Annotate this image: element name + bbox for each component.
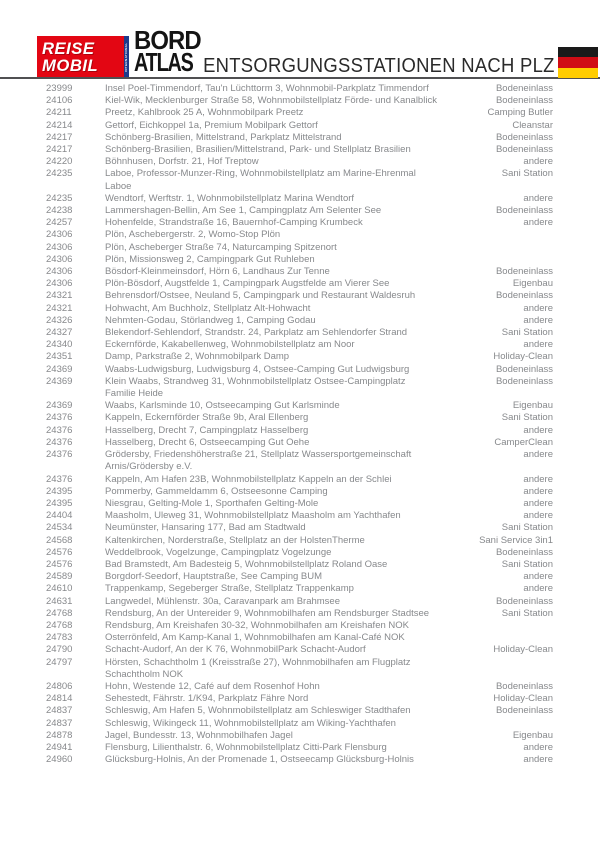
row-plz: 24837	[46, 705, 73, 717]
row-station-type: Bodeneinlass	[495, 144, 553, 156]
table-row	[0, 217, 600, 229]
bordatlas-logo-line2: ATLAS	[134, 47, 193, 77]
row-station-type: andere	[523, 510, 553, 522]
row-station-type: Sani Station	[501, 327, 553, 339]
row-plz: 24576	[46, 546, 73, 558]
row-station-type: Sani Station	[501, 522, 553, 534]
row-plz: 24790	[46, 644, 73, 656]
row-station-type: andere	[523, 302, 553, 314]
row-plz: 24306	[46, 253, 73, 265]
row-description: Hohwacht, Am Buchholz, Stellplatz Alt-Hohwacht	[105, 302, 311, 314]
row-description: Plön, Aschebergerstr. 2, Womo-Stop Plön	[105, 229, 281, 241]
table-row	[0, 425, 600, 437]
row-description: Lammershagen-Bellin, Am See 1, Campingplatz Am Selenter See	[105, 205, 382, 217]
row-description: Blekendorf-Sehlendorf, Strandstr. 24, Parkplatz am Sehlendorfer Strand	[105, 327, 408, 339]
table-row	[0, 486, 600, 498]
table-row	[0, 376, 600, 400]
row-station-type: Holiday-Clean	[493, 693, 553, 705]
row-plz: 24878	[46, 729, 73, 741]
table-row	[0, 351, 600, 363]
table-row	[0, 437, 600, 449]
row-station-type: Eigenbau	[512, 278, 553, 290]
row-station-type: Sani Station	[501, 558, 553, 570]
table-row	[0, 510, 600, 522]
row-plz: 24340	[46, 339, 73, 351]
row-description: Langwedel, Mühlenstr. 30a, Caravanpark am Brahmsee	[105, 595, 340, 607]
row-description: Schleswig, Am Hafen 5, Wohnmobilstellplatz am Schleswiger Stadthafen	[105, 705, 411, 717]
table-row	[0, 535, 600, 547]
table-row	[0, 608, 600, 620]
reisemobil-logo-line1: REISE	[42, 39, 95, 58]
table-row	[0, 693, 600, 705]
row-plz: 24257	[46, 217, 73, 229]
row-station-type: andere	[523, 314, 553, 326]
table-row	[0, 132, 600, 144]
row-plz: 24217	[46, 144, 73, 156]
row-station-type: Holiday-Clean	[493, 351, 553, 363]
row-description: Damp, Parkstraße 2, Wohnmobilpark Damp	[105, 351, 290, 363]
row-description: Weddelbrook, Vogelzunge, Campingplatz Vogelzunge	[105, 546, 332, 558]
header-divider	[0, 77, 600, 79]
table-row	[0, 144, 600, 156]
row-station-type: Eigenbau	[512, 729, 553, 741]
table-row	[0, 242, 600, 254]
row-description: Maasholm, Uleweg 31, Wohnmobilstellplatz Maasholm am Yachthafen	[105, 510, 401, 522]
row-plz: 24376	[46, 449, 73, 461]
row-station-type: Sani Station	[501, 412, 553, 424]
table-row	[0, 120, 600, 132]
row-plz: 24376	[46, 424, 73, 436]
row-description: Borgdorf-Seedorf, Hauptstraße, See Camping BUM	[105, 571, 323, 583]
row-description: Jagel, Bundesstr. 13, Wohnmobilhafen Jagel	[105, 729, 293, 741]
row-plz: 24610	[46, 583, 73, 595]
row-station-type: Sani Station	[501, 168, 553, 180]
germany-flag-icon	[558, 47, 598, 78]
row-description: Gettorf, Eichkoppel 1a, Premium Mobilpark Gettorf	[105, 119, 318, 131]
row-plz: 24589	[46, 571, 73, 583]
row-plz: 24576	[46, 558, 73, 570]
row-plz: 24327	[46, 327, 73, 339]
table-row	[0, 730, 600, 742]
row-plz: 24768	[46, 607, 73, 619]
row-plz: 24217	[46, 131, 73, 143]
row-description: Plön, Ascheberger Straße 74, Naturcamping Spitzenort	[105, 241, 337, 253]
page-header	[0, 0, 600, 80]
row-plz: 24395	[46, 497, 73, 509]
table-row	[0, 278, 600, 290]
row-plz: 24321	[46, 302, 73, 314]
row-description: Waabs-Ludwigsburg, Ludwigsburg 4, Ostsee-Camping Gut Ludwigsburg	[105, 363, 410, 375]
row-description: Laboe, Professor-Munzer-Ring, Wohnmobilstellplatz am Marine-Ehrenmal Laboe	[105, 168, 416, 192]
reisemobil-logo	[37, 36, 129, 78]
table-row	[0, 156, 600, 168]
row-station-type: andere	[523, 192, 553, 204]
row-plz: 24220	[46, 156, 73, 168]
table-row	[0, 522, 600, 534]
table-row	[0, 95, 600, 107]
reisemobil-international-stripe: INTERNATIONAL	[124, 36, 129, 78]
table-row	[0, 620, 600, 632]
row-description: Bad Bramstedt, Am Badesteig 5, Wohnmobilstellplatz Roland Oase	[105, 558, 388, 570]
row-description: Kappeln, Eckernförder Straße 9b, Aral Ellenberg	[105, 412, 309, 424]
row-station-type: Bodeneinlass	[495, 375, 553, 387]
table-row	[0, 681, 600, 693]
row-description: Osterrönfeld, Am Kamp-Kanal 1, Wohnmobilhafen am Kanal-Café NOK	[105, 632, 405, 644]
row-plz: 24369	[46, 375, 73, 387]
table-row	[0, 400, 600, 412]
table-row	[0, 315, 600, 327]
table-row	[0, 547, 600, 559]
row-station-type: andere	[523, 424, 553, 436]
row-plz: 24376	[46, 473, 73, 485]
row-station-type: andere	[523, 339, 553, 351]
row-description: Plön-Bösdorf, Augstfelde 1, Campingpark Augstfelde am Vierer See	[105, 278, 390, 290]
row-plz: 24783	[46, 632, 73, 644]
row-plz: 24321	[46, 290, 73, 302]
row-description: Pommerby, Gammeldamm 6, Ostseesonne Camping	[105, 485, 328, 497]
row-description: Hasselberg, Drecht 6, Ostseecamping Gut Oehe	[105, 436, 310, 448]
row-plz: 24941	[46, 741, 73, 753]
table-row	[0, 205, 600, 217]
row-station-type: andere	[523, 485, 553, 497]
row-station-type: Holiday-Clean	[493, 644, 553, 656]
row-description: Nehmten-Godau, Störlandweg 1, Camping Godau	[105, 314, 316, 326]
table-row	[0, 193, 600, 205]
table-row	[0, 364, 600, 376]
page-title: ENTSORGUNGSSTATIONEN NACH PLZ	[203, 54, 555, 77]
table-body	[0, 83, 600, 766]
table-row	[0, 571, 600, 583]
row-plz: 24568	[46, 534, 73, 546]
row-description: Insel Poel-Timmendorf, Tau'n Lüchttorm 3, Wohnmobil-Parkplatz Timmendorf	[105, 83, 429, 94]
row-plz: 24768	[46, 619, 73, 631]
table-row	[0, 742, 600, 754]
row-description: Schleswig, Wikingeck 11, Wohnmobilstellplatz am Wiking-Yachthafen	[105, 717, 396, 729]
row-station-type: andere	[523, 497, 553, 509]
row-station-type: Eigenbau	[512, 400, 553, 412]
row-station-type: andere	[523, 571, 553, 583]
table-row	[0, 229, 600, 241]
row-plz: 24306	[46, 266, 73, 278]
row-plz: 24106	[46, 95, 73, 107]
stations-table	[0, 83, 600, 766]
row-description: Waabs, Karlsminde 10, Ostseecamping Gut Karlsminde	[105, 400, 340, 412]
row-plz: 24369	[46, 363, 73, 375]
row-plz: 24306	[46, 278, 73, 290]
row-description: Rendsburg, Am Kreishafen 30-32, Wohnmobilhafen am Kreishafen NOK	[105, 619, 409, 631]
row-station-type: andere	[523, 583, 553, 595]
row-description: Schönberg-Brasilien, Brasilien/Mittelstrand, Park- und Stellplatz Brasilien	[105, 144, 411, 156]
table-row	[0, 254, 600, 266]
table-row	[0, 644, 600, 656]
row-description: Grödersby, Friedenshöherstraße 21, Stellplatz Wassersportgemeinschaft Arnis/Grödersby e.V.	[105, 449, 412, 473]
table-row	[0, 632, 600, 644]
row-plz: 24235	[46, 168, 73, 180]
row-plz: 24306	[46, 229, 73, 241]
row-plz: 24235	[46, 192, 73, 204]
row-station-type: Bodeneinlass	[495, 266, 553, 278]
row-plz: 24211	[46, 107, 72, 119]
row-description: Niesgrau, Gelting-Mole 1, Sporthafen Gelting-Mole	[105, 497, 319, 509]
row-plz: 24369	[46, 400, 73, 412]
table-row	[0, 290, 600, 302]
table-row	[0, 107, 600, 119]
row-station-type: andere	[523, 754, 553, 766]
row-station-type: Camping Butler	[487, 107, 553, 119]
flag-stripe-gold	[558, 68, 598, 78]
flag-stripe-black	[558, 47, 598, 57]
row-station-type: Bodeneinlass	[495, 83, 553, 94]
row-plz: 24306	[46, 241, 73, 253]
row-description: Bösdorf-Kleinmeinsdorf, Hörn 6, Landhaus Zur Tenne	[105, 266, 330, 278]
row-station-type: Bodeneinlass	[495, 680, 553, 692]
row-station-type: CamperClean	[494, 436, 553, 448]
row-plz: 24797	[46, 656, 73, 668]
row-description: Hohn, Westende 12, Café auf dem Rosenhof Hohn	[105, 680, 320, 692]
row-station-type: andere	[523, 217, 553, 229]
row-description: Böhnhusen, Dorfstr. 21, Hof Treptow	[105, 156, 259, 168]
row-plz: 24814	[46, 693, 73, 705]
row-description: Kaltenkirchen, Norderstraße, Stellplatz an der HolstenTherme	[105, 534, 365, 546]
row-description: Klein Waabs, Strandweg 31, Wohnmobilstellplatz Ostsee-Campingplatz Familie Heide	[105, 375, 406, 400]
bordatlas-logo	[134, 25, 212, 80]
row-station-type: Bodeneinlass	[495, 205, 553, 217]
row-description: Kiel-Wik, Mecklenburger Straße 58, Wohnmobilstellplatz Förde- und Kanalblick	[105, 95, 437, 107]
table-row	[0, 266, 600, 278]
row-station-type: Bodeneinlass	[495, 705, 553, 717]
row-station-type: Bodeneinlass	[495, 131, 553, 143]
row-plz: 24534	[46, 522, 73, 534]
row-plz: 24214	[46, 119, 73, 131]
table-row	[0, 657, 600, 681]
row-description: Eckernförde, Kakabellenweg, Wohnmobilstellplatz am Noor	[105, 339, 355, 351]
row-station-type: andere	[523, 473, 553, 485]
row-description: Flensburg, Lilienthalstr. 6, Wohnmobilstellplatz Citti-Park Flensburg	[105, 741, 387, 753]
table-row	[0, 339, 600, 351]
row-description: Neumünster, Hansaring 177, Bad am Stadtwald	[105, 522, 306, 534]
row-description: Preetz, Kahlbrook 25 A, Wohnmobilpark Preetz	[105, 107, 304, 119]
table-row	[0, 412, 600, 424]
row-station-type: Cleanstar	[512, 119, 553, 131]
row-description: Plön, Missionsweg 2, Campingpark Gut Ruhleben	[105, 253, 315, 265]
row-plz: 24351	[46, 351, 73, 363]
table-row	[0, 327, 600, 339]
row-description: Hörsten, Schachtholm 1 (Kreisstraße 27), Wohnmobilhafen am Flugplatz Schachtholm NOK	[105, 656, 411, 680]
row-plz: 24806	[46, 680, 73, 692]
row-description: Trappenkamp, Segeberger Straße, Stellplatz Trappenkamp	[105, 583, 354, 595]
row-station-type: Bodeneinlass	[495, 546, 553, 558]
table-row	[0, 583, 600, 595]
row-station-type: andere	[523, 449, 553, 461]
row-plz: 24837	[46, 717, 73, 729]
table-row	[0, 303, 600, 315]
row-station-type: Bodeneinlass	[495, 363, 553, 375]
row-plz: 24960	[46, 754, 73, 766]
row-plz: 24395	[46, 485, 73, 497]
table-row	[0, 498, 600, 510]
table-row	[0, 705, 600, 717]
row-station-type: andere	[523, 156, 553, 168]
bordatlas-logo-line1: BORD	[134, 25, 201, 55]
table-row	[0, 474, 600, 486]
row-plz: 24631	[46, 595, 73, 607]
row-station-type: Sani Station	[501, 607, 553, 619]
table-row	[0, 449, 600, 473]
flag-stripe-red	[558, 57, 598, 67]
row-description: Rendsburg, An der Untereider 9, Wohnmobilhafen am Rendsburger Stadtsee	[105, 607, 430, 619]
table-row	[0, 596, 600, 608]
row-station-type: andere	[523, 741, 553, 753]
row-description: Wendtorf, Werftstr. 1, Wohnmobilstellplatz Marina Wendtorf	[105, 192, 355, 204]
row-description: Schönberg-Brasilien, Mittelstrand, Parkplatz Mittelstrand	[105, 131, 342, 143]
row-station-type: Bodeneinlass	[495, 290, 553, 302]
row-plz: 23999	[46, 83, 73, 94]
row-description: Hasselberg, Drecht 7, Campingplatz Hasselberg	[105, 424, 309, 436]
row-description: Glücksburg-Holnis, An der Promenade 1, Ostseecamp Glücksburg-Holnis	[105, 754, 414, 766]
row-plz: 24404	[46, 510, 73, 522]
row-station-type: Sani Service 3in1	[479, 534, 553, 546]
table-row	[0, 718, 600, 730]
row-plz: 24376	[46, 436, 73, 448]
table-row	[0, 559, 600, 571]
row-description: Hohenfelde, Strandstraße 16, Bauernhof-Camping Krumbeck	[105, 217, 363, 229]
row-plz: 24326	[46, 314, 73, 326]
table-row	[0, 754, 600, 766]
row-station-type: Bodeneinlass	[495, 595, 553, 607]
row-description: Sehestedt, Fährstr. 1/K94, Parkplatz Fähre Nord	[105, 693, 309, 705]
row-description: Kappeln, Am Hafen 23B, Wohnmobilstellplatz Kappeln an der Schlei	[105, 473, 392, 485]
row-description: Behrensdorf/Ostsee, Neuland 5, Campingpark und Restaurant Waldesruh	[105, 290, 416, 302]
row-plz: 24238	[46, 205, 73, 217]
reisemobil-logo-line2: MOBIL	[42, 56, 99, 75]
table-row	[0, 83, 600, 95]
table-row	[0, 168, 600, 192]
row-station-type: Bodeneinlass	[495, 95, 553, 107]
row-plz: 24376	[46, 412, 73, 424]
row-description: Schacht-Audorf, An der K 76, WohnmobilPark Schacht-Audorf	[105, 644, 366, 656]
